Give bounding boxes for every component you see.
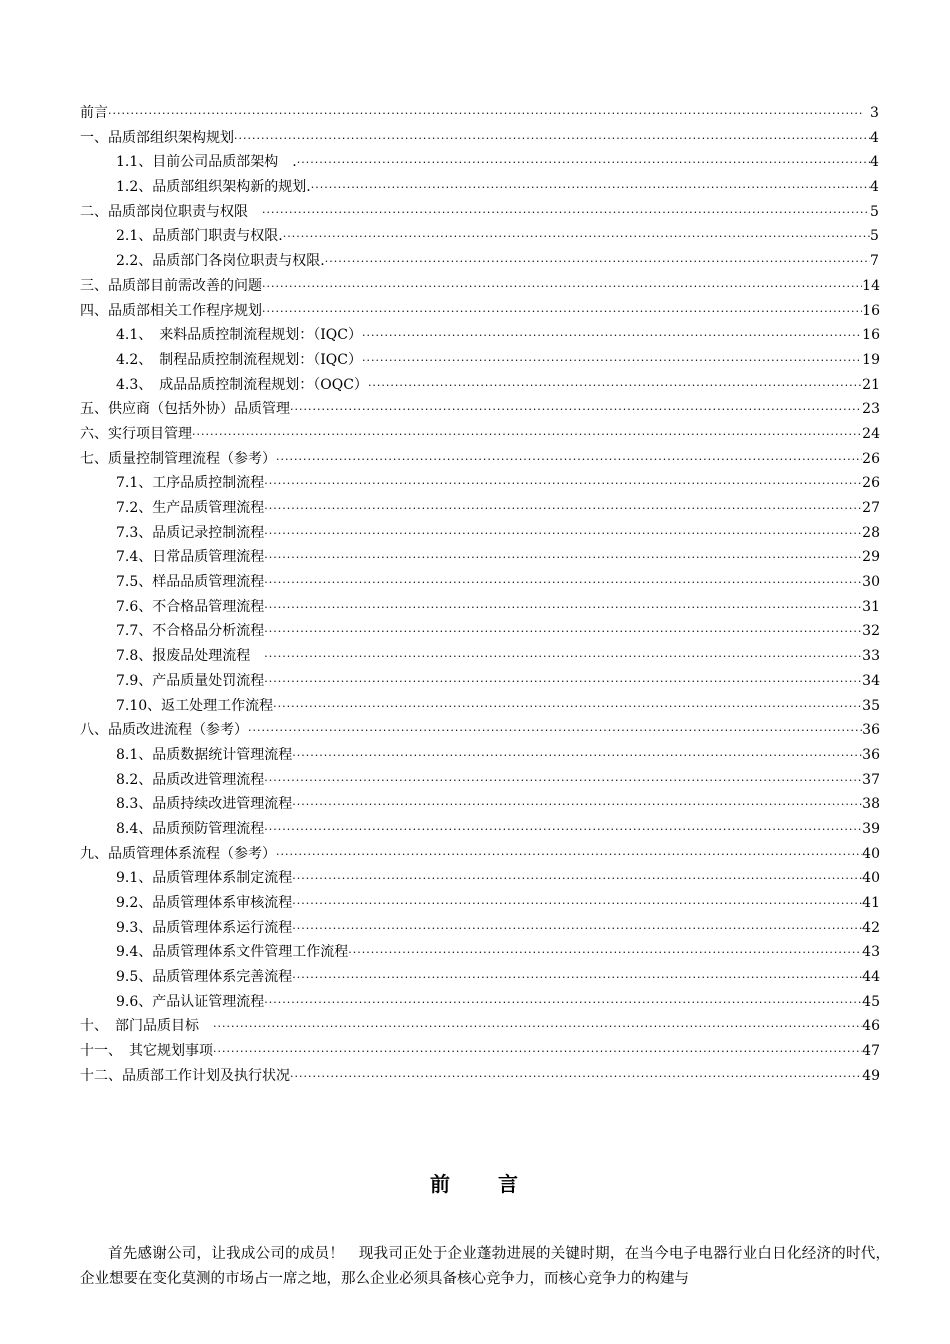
toc-entry-label: 7.2、生产品质管理流程 [116,500,265,516]
toc-leader-dots [108,102,870,127]
toc-entry-page-number: 26 [862,450,880,467]
toc-entry[interactable] [80,842,880,867]
toc-entry[interactable] [80,249,880,274]
toc-leader-dots [234,127,870,152]
toc-entry-page-number: 34 [862,672,880,689]
toc-leader-dots [264,991,862,1016]
toc-entry[interactable] [80,545,880,570]
toc-leader-dots [264,645,862,670]
toc-leader-dots [264,769,862,794]
toc-entry-page-number: 47 [862,1043,880,1060]
toc-entry[interactable] [80,496,880,521]
toc-entry-label: 4.2、 制程品质控制流程规划：（IQC） [116,351,362,368]
toc-leader-dots [362,349,862,374]
toc-leader-dots [290,398,862,423]
toc-leader-dots [264,497,862,522]
toc-entry[interactable] [80,521,880,546]
toc-entry[interactable] [80,1039,880,1064]
toc-entry-page-number: 4 [870,154,879,171]
toc-leader-dots [262,275,862,300]
toc-entry[interactable] [80,1064,880,1089]
toc-entry-page-number: 36 [862,746,880,763]
toc-entry-label: 7.3、品质记录控制流程 [116,524,265,541]
heading-char-1: 前 [430,1172,452,1196]
toc-entry-label: 8.4、品质预防管理流程 [116,820,265,837]
toc-entry-page-number: 38 [862,796,880,813]
toc-entry-page-number: 3 [870,105,879,121]
toc-entry[interactable] [80,817,880,842]
toc-leader-dots [264,596,862,621]
toc-entry-page-number: 14 [862,277,880,294]
toc-leader-dots [248,719,862,744]
toc-entry-page-number: 4 [870,129,879,146]
toc-entry-label: 三、品质部目前需改善的问题 [80,277,262,294]
toc-entry-page-number: 49 [862,1067,880,1084]
toc-entry[interactable] [80,718,880,743]
toc-leader-dots [348,941,862,966]
toc-leader-dots [276,843,862,868]
toc-entry-page-number: 45 [862,993,880,1010]
toc-entry[interactable] [80,175,880,200]
toc-entry[interactable] [80,126,880,151]
toc-entry-page-number: 33 [862,648,880,665]
toc-entry[interactable] [80,150,880,175]
toc-entry-label: 7.7、不合格品分析流程 [116,623,265,640]
toc-entry-label: 十、 部门品质目标 [80,1018,213,1035]
toc-entry-label: 四、品质部相关工作程序规划 [80,302,262,319]
toc-entry-label: 7.1、工序品质控制流程 [116,475,265,492]
toc-entry[interactable] [80,224,880,249]
toc-entry-page-number: 27 [862,500,880,516]
toc-leader-dots [273,695,862,720]
toc-entry-page-number: 4 [870,179,879,196]
toc-entry-page-number: 40 [862,870,880,887]
toc-entry-page-number: 46 [862,1018,880,1035]
toc-entry-label: 9.4、品质管理体系文件管理工作流程 [116,944,349,961]
toc-entry-label: 9.5、品质管理体系完善流程 [116,969,293,986]
toc-entry[interactable] [80,200,880,225]
toc-leader-dots [292,744,862,769]
toc-entry[interactable] [80,1014,880,1039]
toc-entry[interactable] [80,743,880,768]
toc-leader-dots [292,793,862,818]
toc-entry[interactable] [80,619,880,644]
toc-entry-page-number: 26 [862,475,880,492]
toc-entry-label: 五、供应商（包括外协）品质管理 [80,401,290,418]
toc-entry-label: 7.6、不合格品管理流程 [116,598,265,615]
toc-entry-page-number: 23 [862,401,880,418]
toc-entry[interactable] [80,299,880,324]
toc-entry[interactable] [80,940,880,965]
toc-entry[interactable] [80,965,880,990]
toc-leader-dots [292,917,862,942]
toc-entry-page-number: 44 [862,969,880,986]
toc-entry[interactable] [80,348,880,373]
toc-entry-page-number: 35 [862,697,880,714]
toc-leader-dots [264,546,862,571]
toc-entry[interactable] [80,595,880,620]
toc-entry-page-number: 30 [862,574,880,591]
toc-leader-dots [276,448,862,473]
toc-leader-dots [283,225,870,250]
toc-leader-dots [213,1040,862,1065]
toc-entry-label: 9.6、产品认证管理流程 [116,993,265,1010]
toc-entry-page-number: 19 [862,351,880,368]
toc-entry[interactable] [80,397,880,422]
toc-entry-label: 六、实行项目管理 [80,425,192,442]
toc-entry-label: 7.4、日常品质管理流程 [116,549,265,566]
toc-entry-page-number: 24 [862,425,880,442]
heading-char-2: 言 [498,1172,520,1196]
toc-entry[interactable] [80,422,880,447]
toc-entry[interactable] [80,323,880,348]
toc-entry-page-number: 36 [862,722,880,739]
toc-entry-page-number: 5 [870,203,879,220]
toc-leader-dots [297,151,870,176]
toc-entry[interactable] [80,990,880,1015]
toc-entry-label: 2.2、品质部门各岗位职责与权限. [116,253,325,270]
toc-entry[interactable] [80,471,880,496]
toc-entry-label: 前言 [80,105,108,121]
toc-entry-page-number: 16 [862,327,880,344]
toc-entry[interactable] [80,694,880,719]
toc-entry-label: 4.1、 来料品质控制流程规划：（IQC） [116,327,362,344]
toc-entry[interactable] [80,644,880,669]
toc-entry[interactable] [80,101,880,126]
toc-entry-label: 七、质量控制管理流程（参考） [80,450,276,467]
toc-entry-label: 4.3、 成品品质控制流程规划：（OQC） [116,376,368,393]
toc-entry-label: 9.2、品质管理体系审核流程 [116,895,293,911]
section-heading [0,1168,950,1197]
toc-entry-page-number: 43 [862,944,880,961]
toc-entry-label: 7.10、返工处理工作流程 [116,697,274,714]
toc-entry-page-number: 5 [870,228,879,245]
toc-leader-dots [311,176,870,201]
toc-entry-label: 1.1、目前公司品质部架构 . [116,154,297,171]
toc-entry-page-number: 29 [862,549,880,566]
toc-entry-page-number: 41 [862,895,880,911]
toc-entry[interactable] [80,891,880,916]
intro-paragraph: 首先感谢公司，让我成公司的成员！ 现我司正处于企业蓬勃进展的关键时期，在当今电子电器行业白日化经济的时代，企业想要在变化莫测的市场占一席之地，那么企业必须具备核心竞争力，而核心竞争力的构建与 [80,1246,890,1287]
toc-leader-dots [192,423,862,448]
toc-entry-label: 9.3、品质管理体系运行流程 [116,919,293,936]
toc-leader-dots [292,966,862,991]
toc-entry-label: 1.2、品质部组织架构新的规划. [116,179,311,196]
toc-entry-page-number: 7 [870,253,879,270]
toc-entry-label: 7.5、样品品质管理流程 [116,574,265,591]
toc-entry[interactable] [80,447,880,472]
toc-leader-dots [362,324,862,349]
toc-entry[interactable] [80,570,880,595]
toc-entry-page-number: 37 [862,771,880,788]
toc-entry-label: 二、品质部岗位职责与权限 [80,203,262,220]
toc-entry-label: 一、品质部组织架构规划 [80,129,234,146]
toc-leader-dots [368,374,862,399]
toc-entry-label: 十一、 其它规划事项 [80,1043,213,1060]
toc-entry[interactable] [80,373,880,398]
toc-entry[interactable] [80,669,880,694]
toc-entry-page-number: 16 [862,302,880,319]
toc-entry-label: 8.2、品质改进管理流程 [116,771,265,788]
toc-entry[interactable] [80,916,880,941]
toc-leader-dots [292,892,862,917]
toc-leader-dots [264,620,862,645]
toc-entry-label: 八、品质改进流程（参考） [80,722,248,739]
toc-leader-dots [262,300,862,325]
toc-entry-label: 9.1、品质管理体系制定流程 [116,870,293,887]
toc-entry[interactable] [80,866,880,891]
toc-leader-dots [264,522,862,547]
toc-leader-dots [264,472,862,497]
toc-entry-page-number: 40 [862,845,880,862]
toc-entry-label: 8.1、品质数据统计管理流程 [116,746,293,763]
toc-leader-dots [290,1065,862,1090]
toc-entry-label: 十二、品质部工作计划及执行状况 [80,1067,290,1084]
toc-entry[interactable] [80,792,880,817]
toc-leader-dots [262,201,870,226]
table-of-contents [80,101,880,1089]
toc-entry-label: 8.3、品质持续改进管理流程 [116,796,293,813]
toc-entry-label: 2.1、品质部门职责与权限. [116,228,283,245]
toc-entry-label: 7.8、报废品处理流程 [116,648,265,665]
toc-leader-dots [264,818,862,843]
toc-leader-dots [264,670,862,695]
toc-entry-page-number: 42 [862,919,880,936]
toc-leader-dots [292,867,862,892]
toc-entry-page-number: 28 [862,524,880,541]
toc-entry[interactable] [80,274,880,299]
toc-entry[interactable] [80,768,880,793]
toc-leader-dots [213,1015,862,1040]
toc-entry-label: 九、品质管理体系流程（参考） [80,845,276,862]
toc-entry-page-number: 21 [862,376,880,393]
toc-entry-label: 7.9、产品质量处罚流程 [116,672,265,689]
toc-entry-page-number: 31 [862,598,880,615]
toc-leader-dots [264,571,862,596]
toc-entry-page-number: 32 [862,623,880,640]
toc-leader-dots [325,250,870,275]
toc-entry-page-number: 39 [862,820,880,837]
